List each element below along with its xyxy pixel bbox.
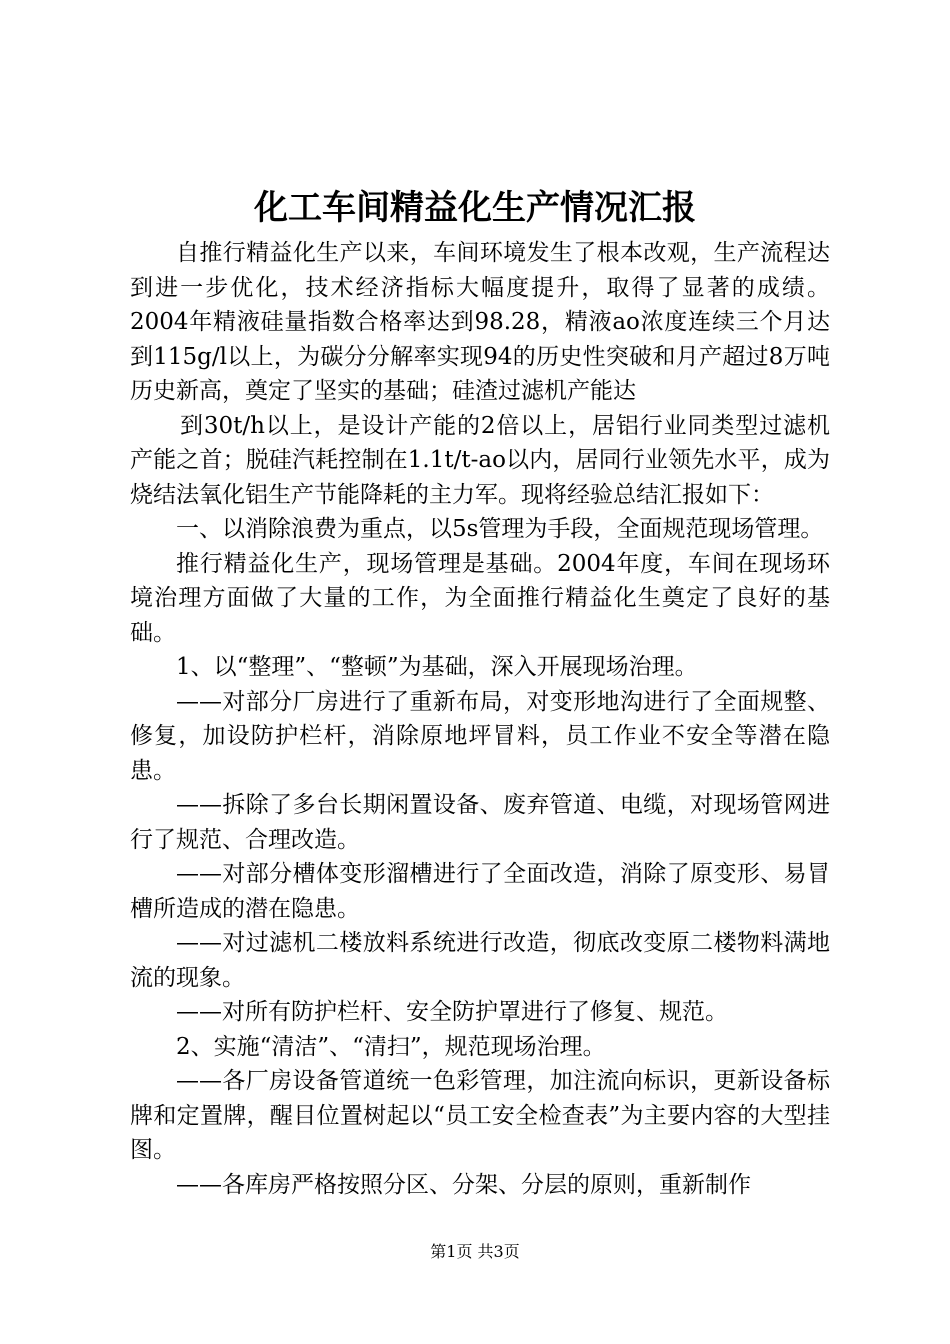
section-heading-1: 一、以消除浪费为重点，以5s管理为手段，全面规范现场管理。 <box>176 516 824 542</box>
subsection-heading-1: 1、以“整理”、“整顿”为基础，深入开展现场治理。 <box>176 654 698 680</box>
document-title: 化工车间精益化生产情况汇报 <box>254 188 696 228</box>
paragraph: 推行精益化生产，现场管理是基础。2004年度，车间在现场环境治理方面做了大量的工作，为全面推行精益化生奠定了良好的基础。 <box>130 550 830 646</box>
list-item: ——对部分槽体变形溜槽进行了全面改造，消除了原变形、易冒槽所造成的潜在隐患。 <box>130 861 830 922</box>
list-item: ——各库房严格按照分区、分架、分层的原则，重新制作 <box>176 1171 751 1198</box>
paragraph-intro-continued: 到30t/h以上，是设计产能的2倍以上，居铝行业同类型过滤机产能之首；脱硅汽耗控制在1.1t/t-ao以内，居同行业领先水平，成为烧结法氧化铝生产节能降耗的主力军。现将经验总结汇报如下： <box>130 412 830 508</box>
list-item: ——各厂房设备管道统一色彩管理，加注流向标识，更新设备标牌和定置牌，醒目位置树起以“员工安全检查表”为主要内容的大型挂图。 <box>130 1068 830 1163</box>
subsection-heading-2: 2、实施“清洁”、“清扫”，规范现场治理。 <box>176 1033 606 1060</box>
page-footer: 第1页 共3页 <box>430 1242 520 1261</box>
list-item: ——对过滤机二楼放料系统进行改造，彻底改变原二楼物料满地流的现象。 <box>130 930 830 991</box>
list-item: ——对所有防护栏杆、安全防护罩进行了修复、规范。 <box>176 999 728 1025</box>
list-item: ——拆除了多台长期闲置设备、废弃管道、电缆，对现场管网进行了规范、合理改造。 <box>130 792 830 853</box>
list-item: ——对部分厂房进行了重新布局，对变形地沟进行了全面规整、修复，加设防护栏杆，消除原地坪冒料，员工作业不安全等潜在隐患。 <box>130 688 830 784</box>
document-body <box>130 236 830 1202</box>
paragraph-intro: 自推行精益化生产以来，车间环境发生了根本改观，生产流程达到进一步优化，技术经济指标大幅度提升，取得了显著的成绩。2004年精液硅量指数合格率达到98.28，精液ao浓度连续三个月达到115g/l以上，为碳分分解率实现94的历史性突破和月产超过8万吨历史新高，奠定了坚实的基础；硅渣过滤机产能达 <box>130 240 830 404</box>
